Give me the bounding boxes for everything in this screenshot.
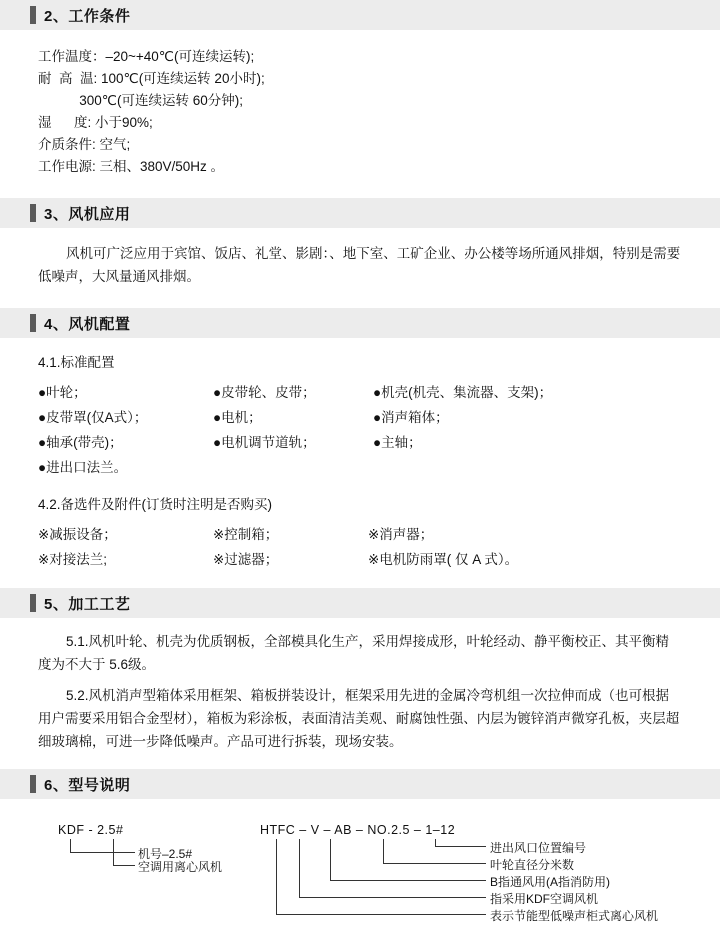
leader-line — [330, 839, 331, 880]
config-cell: ●主轴； — [373, 435, 422, 450]
config-cell: ●消声箱体； — [373, 410, 449, 425]
leader-line — [435, 839, 436, 846]
section-title — [44, 203, 130, 224]
right-label: B指通风用(A指消防用) — [490, 875, 611, 889]
condition-line: 湿 度: 小于90%; — [38, 115, 153, 130]
leader-line — [435, 846, 486, 847]
leader-line — [299, 897, 486, 898]
section-header-process — [0, 588, 720, 618]
leader-line — [276, 914, 486, 915]
config-row — [38, 405, 682, 430]
leader-line — [70, 839, 71, 852]
optional-row — [38, 522, 682, 547]
config-cell — [213, 455, 373, 480]
config-cell: ●电机调节道轨； — [213, 435, 316, 450]
section-title-text: 加工工艺 — [68, 595, 131, 613]
section-number: 6、 — [44, 776, 69, 794]
section-marker-icon — [30, 204, 36, 222]
section-marker-icon — [30, 314, 36, 332]
config-cell: ●轴承(带壳)； — [38, 435, 123, 450]
config-row — [38, 430, 682, 455]
working-conditions-body — [0, 46, 720, 178]
section-header-model-designation — [0, 769, 720, 799]
section-title-text: 风机应用 — [68, 205, 131, 223]
condition-line: 介质条件: 空气; — [38, 137, 131, 152]
left-model-code: KDF - 2.5# — [58, 823, 124, 837]
optional-cell: ※对接法兰; — [38, 552, 108, 567]
standard-config-title: 4.1.标准配置 — [38, 355, 115, 370]
config-cell: ●皮带罩(仅A式）； — [38, 410, 148, 425]
left-label: 空调用离心风机 — [138, 860, 223, 874]
leader-line — [383, 863, 486, 864]
condition-line: 耐 高 温: 100℃(可连续运转 20小时); — [38, 71, 265, 86]
config-cell: ●机壳(机壳、集流器、支架)； — [373, 385, 553, 400]
application-paragraph: 风机可广泛应用于宾馆、饭店、礼堂、影剧：、地下室、工矿企业、办公楼等场所通风排烟，特别是需要低噪声，大风量通风排烟。 — [38, 246, 681, 284]
section-title-text: 风机配置 — [68, 315, 131, 333]
application-body — [0, 242, 720, 288]
left-label: 机号–2.5# — [138, 847, 193, 861]
config-row — [38, 380, 682, 405]
section-number: 2、 — [44, 7, 69, 25]
leader-line — [113, 865, 135, 866]
right-label: 指采用KDF空调风机 — [490, 892, 599, 906]
section-marker-icon — [30, 775, 36, 793]
section-header-application — [0, 198, 720, 228]
section-number: 3、 — [44, 205, 69, 223]
section-title-text: 型号说明 — [68, 776, 131, 794]
leader-line — [70, 852, 135, 853]
config-cell — [373, 455, 593, 480]
optional-cell: ※控制箱； — [213, 527, 279, 542]
config-cell: ●皮带轮、皮带； — [213, 385, 316, 400]
section-header-configuration — [0, 308, 720, 338]
config-cell: ●叶轮； — [38, 385, 87, 400]
right-label: 进出风口位置编号 — [490, 841, 587, 855]
model-designation-diagram — [0, 809, 720, 944]
leader-line — [383, 839, 384, 863]
right-model-code: HTFC – V – AB – NO.2.5 – 1–12 — [260, 823, 456, 837]
section-title — [44, 593, 130, 614]
config-cell: ●进出口法兰。 — [38, 460, 128, 475]
section-number: 4、 — [44, 315, 69, 333]
section-header-working-conditions — [0, 0, 720, 30]
optional-cell: ※过滤器； — [213, 552, 279, 567]
config-cell: ●电机； — [213, 410, 262, 425]
condition-line: 工作电源: 三相、380V/50Hz 。 — [38, 159, 225, 174]
leader-line — [276, 839, 277, 914]
optional-config-title: 4.2.备选件及附件(订货时注明是否购买) — [38, 497, 273, 512]
process-paragraph-1: 5.1.风机叶轮、机壳为优质钢板，全部模具化生产，采用焊接成形，叶轮经动、静平衡校正、其平衡精度为不大于 5.6级。 — [38, 634, 670, 672]
section-title — [44, 774, 130, 795]
optional-cell: ※消声器； — [368, 527, 434, 542]
optional-row — [38, 547, 682, 572]
section-marker-icon — [30, 6, 36, 24]
leader-line — [299, 839, 300, 897]
configuration-body — [0, 352, 720, 572]
section-marker-icon — [30, 594, 36, 612]
condition-line: 工作温度：–20~+40℃(可连续运转); — [38, 49, 255, 64]
condition-line: 300℃(可连续运转 60分钟); — [38, 93, 243, 108]
right-label: 表示节能型低噪声柜式离心风机 — [490, 909, 659, 923]
optional-cell: ※减振设备； — [38, 527, 117, 542]
process-body — [0, 630, 720, 753]
section-title-text: 工作条件 — [68, 7, 131, 25]
leader-line — [330, 880, 486, 881]
section-title — [44, 5, 130, 26]
leader-line — [113, 839, 114, 865]
config-row — [38, 455, 682, 480]
optional-cell: ※电机防雨罩( 仅 A 式）。 — [368, 552, 519, 567]
right-label: 叶轮直径分米数 — [490, 858, 575, 872]
section-number: 5、 — [44, 595, 69, 613]
process-paragraph-2: 5.2.风机消声型箱体采用框架、箱板拼装设计，框架采用先进的金属冷弯机组一次拉伸而成（也可根据用户需要采用铝合金型材），箱板为彩涂板，表面清洁美观、耐腐蚀性强、内层为镀锌消声微穿孔板，夹层超细玻璃棉，可进一步降低噪声。产品可进行拆装，现场安装。 — [38, 688, 680, 749]
section-title — [44, 313, 130, 334]
